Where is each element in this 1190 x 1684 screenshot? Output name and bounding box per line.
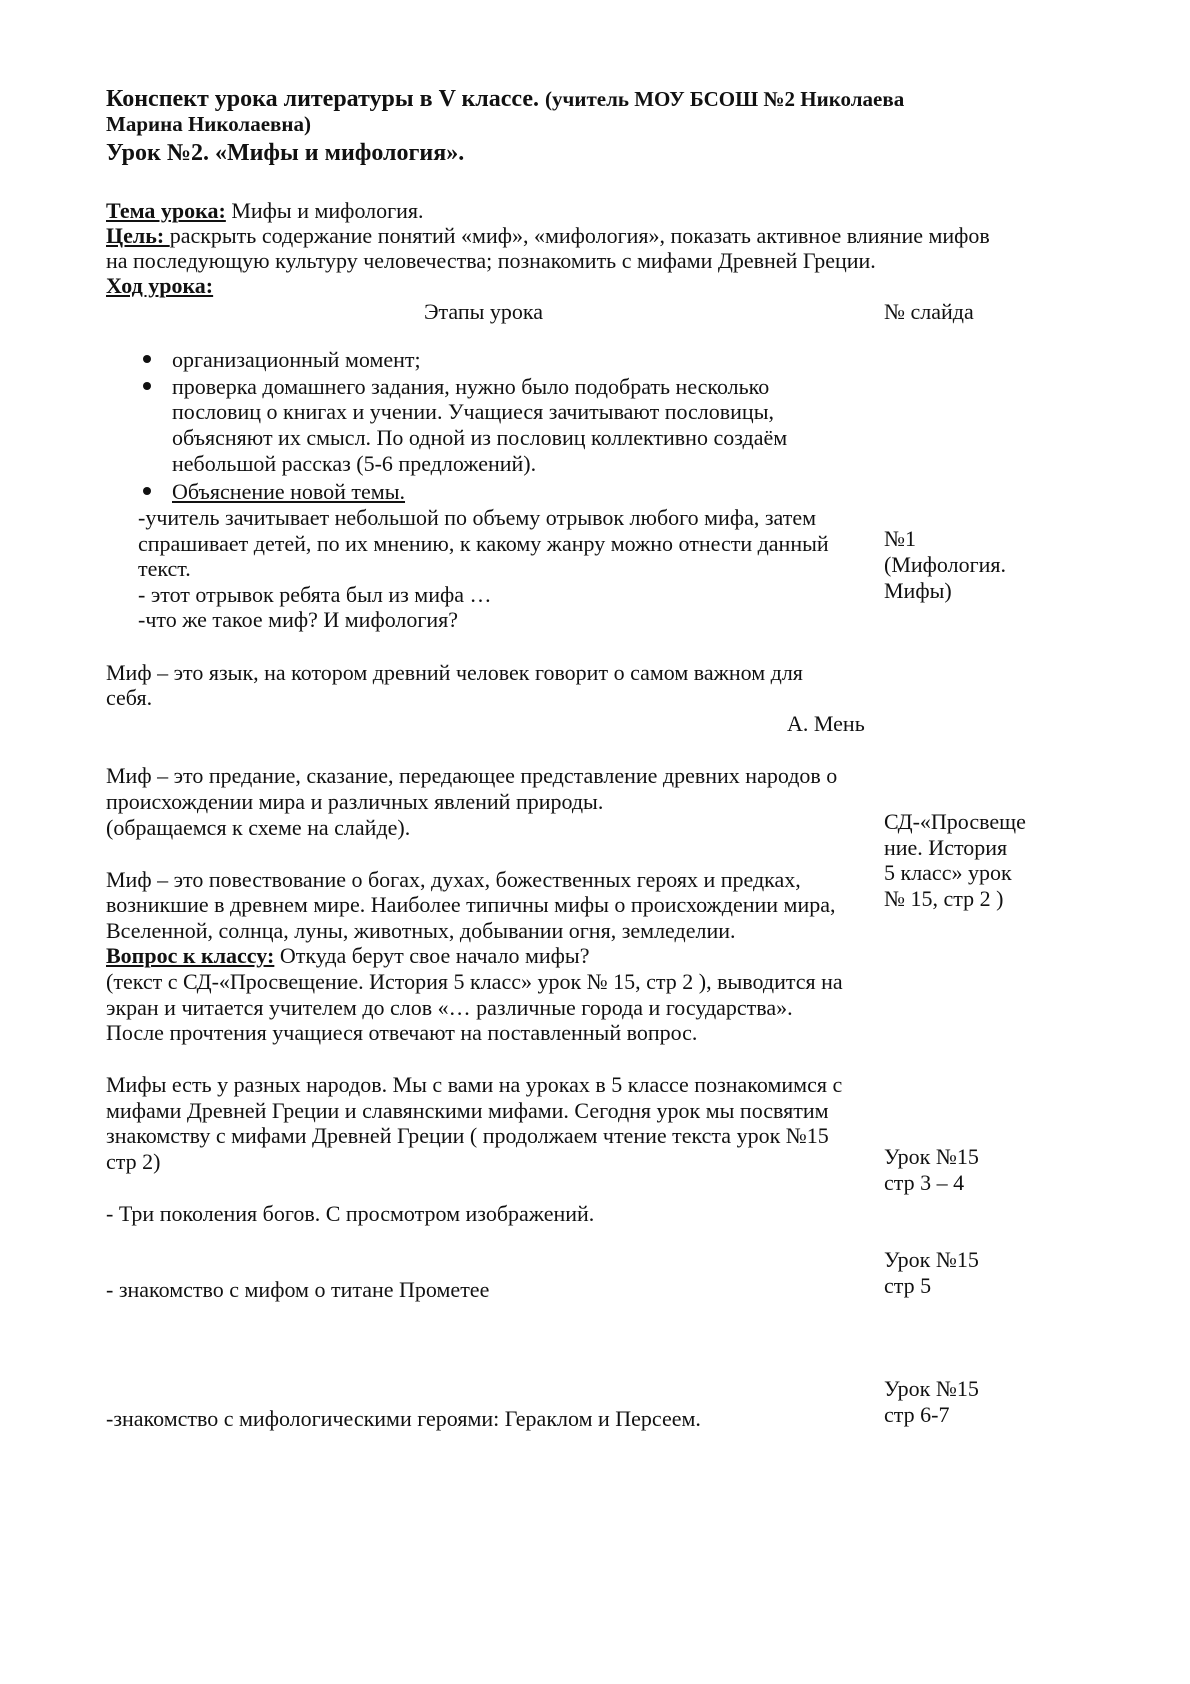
peoples-line: знакомству с мифами Древней Греции ( продолжаем чтение текста урок №15 <box>106 1123 829 1148</box>
question-detail-line: После прочтения учащиеся отвечают на поставленный вопрос. <box>106 1020 698 1045</box>
bullet-item-2-line: пословиц о книгах и учении. Учащиеся зачитывают пословицы, <box>172 399 774 424</box>
slide-note-u15b: Урок №15 <box>884 1247 979 1272</box>
question-detail-line: (текст с СД-«Просвещение. История 5 класс» урок № 15, стр 2 ), выводится на <box>106 969 843 994</box>
bullet-dot <box>143 487 151 495</box>
course-label: Ход урока: <box>106 273 214 298</box>
slide-note-u15a: Урок №15 <box>884 1144 979 1169</box>
question-line <box>106 942 589 969</box>
slide-note-1: Мифы) <box>884 578 952 603</box>
goal-line <box>106 222 990 249</box>
slide-note-u15c: стр 6-7 <box>884 1402 950 1427</box>
explain-line: текст. <box>138 556 191 581</box>
slide-header: № слайда <box>884 299 974 324</box>
slide-note-u15c: Урок №15 <box>884 1376 979 1401</box>
title-teacher-cont: Марина Николаевна) <box>106 112 311 136</box>
step-heroes: -знакомство с мифологическими героями: Гераклом и Персеем. <box>106 1406 701 1431</box>
lesson-title: Урок №2. «Мифы и мифология». <box>106 140 465 166</box>
question-label: Вопрос к классу: <box>106 943 275 968</box>
title-teacher: (учитель МОУ БСОШ №2 Николаева <box>545 87 905 111</box>
peoples-line: стр 2) <box>106 1149 161 1174</box>
title-line-1 <box>106 84 904 114</box>
stages-header: Этапы урока <box>424 299 544 324</box>
topic-label: Тема урока: <box>106 198 226 223</box>
slide-note-u15a: стр 3 – 4 <box>884 1170 965 1195</box>
definition-1-line: происхождении мира и различных явлений природы. <box>106 789 604 814</box>
step-prometheus: - знакомство с мифом о титане Прометее <box>106 1277 490 1302</box>
explain-line: спрашивает детей, по их мнению, к какому жанру можно отнести данный <box>138 531 829 556</box>
slide-note-cd: СД-«Просвеще <box>884 809 1026 834</box>
question-text: Откуда берут свое начало мифы? <box>274 943 590 968</box>
goal-text-2: на последующую культуру человечества; познакомить с мифами Древней Греции. <box>106 248 876 273</box>
bullet-item-2-line: небольшой рассказ (5-6 предложений). <box>172 451 537 476</box>
goal-text-1: раскрыть содержание понятий «миф», «мифология», показать активное влияние мифов <box>169 223 990 248</box>
slide-note-cd: 5 класс» урок <box>884 860 1012 885</box>
definition-2-line: возникшие в древнем мире. Наиболее типичны мифы о происхождении мира, <box>106 892 836 917</box>
quote-line: Миф – это язык, на котором древний человек говорит о самом важном для <box>106 660 803 685</box>
bullet-dot <box>143 382 151 390</box>
peoples-line: Мифы есть у разных народов. Мы с вами на уроках в 5 классе познакомимся с <box>106 1072 843 1097</box>
bullet-item-3: Объяснение новой темы. <box>172 479 406 504</box>
explain-line: -что же такое миф? И мифология? <box>138 607 459 632</box>
bullet-dot <box>143 355 151 363</box>
goal-label: Цель: <box>106 223 170 248</box>
definition-2-line: Миф – это повествование о богах, духах, божественных героях и предках, <box>106 867 801 892</box>
definition-2-line: Вселенной, солнца, луны, животных, добывании огня, земледелии. <box>106 918 736 943</box>
explain-line: - этот отрывок ребята был из мифа … <box>138 582 492 607</box>
slide-note-1: (Мифология. <box>884 552 1007 577</box>
slide-note-1: №1 <box>884 526 916 551</box>
step-gods: - Три поколения богов. С просмотром изображений. <box>106 1201 595 1226</box>
question-detail-line: экран и читается учителем до слов «… различные города и государства». <box>106 995 793 1020</box>
bullet-item-2-line: проверка домашнего задания, нужно было подобрать несколько <box>172 374 770 399</box>
quote-line: себя. <box>106 685 153 710</box>
title-main: Конспект урока литературы в V классе. <box>106 86 540 112</box>
topic-value: Мифы и мифология. <box>225 198 424 223</box>
bullet-item-2-line: объясняют их смысл. По одной из пословиц коллективно создаём <box>172 425 788 450</box>
definition-1-line: Миф – это предание, сказание, передающее представление древних народов о <box>106 763 838 788</box>
definition-1-line: (обращаемся к схеме на слайде). <box>106 815 411 840</box>
quote-author: А. Мень <box>787 711 865 736</box>
slide-note-cd: № 15, стр 2 ) <box>884 886 1004 911</box>
slide-note-u15b: стр 5 <box>884 1273 932 1298</box>
peoples-line: мифами Древней Греции и славянскими мифами. Сегодня урок мы посвятим <box>106 1098 829 1123</box>
bullet-item-1: организационный момент; <box>172 347 421 372</box>
slide-note-cd: ние. История <box>884 835 1008 860</box>
explain-line: -учитель зачитывает небольшой по объему отрывок любого мифа, затем <box>138 505 817 530</box>
topic-line <box>106 197 424 224</box>
